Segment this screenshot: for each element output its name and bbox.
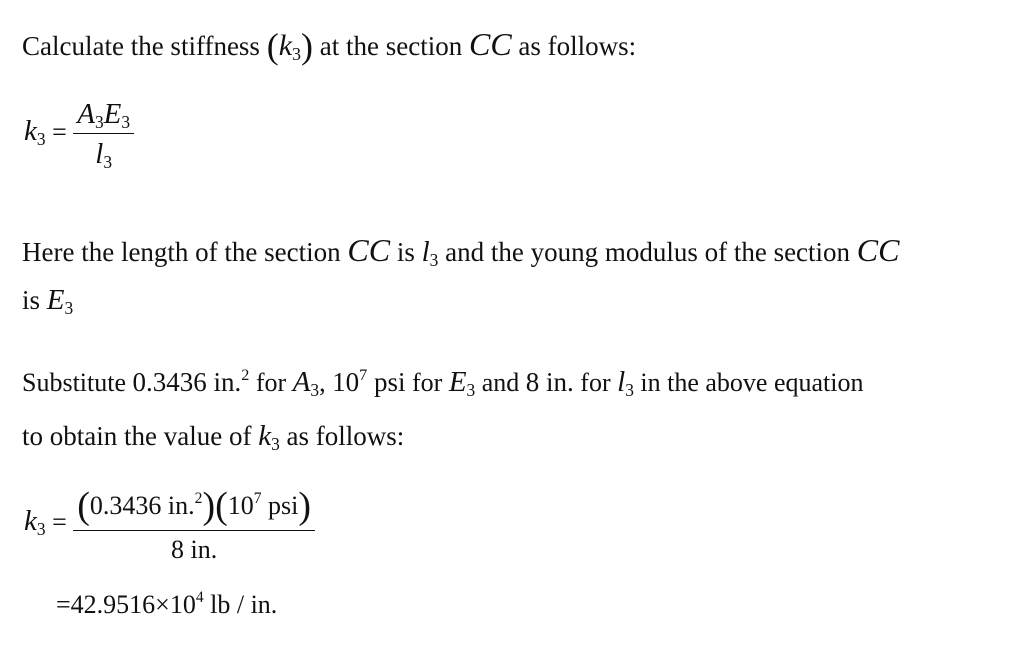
result-equals: = xyxy=(56,590,71,619)
calc-numerator: (0.3436 $in.^2)(10^7$ psi) xyxy=(73,484,315,531)
stiffness-formula xyxy=(24,98,134,171)
explanation-section1: CC xyxy=(347,232,391,268)
substitute-line2-prefix: to obtain the value of xyxy=(22,421,252,451)
calc-equals: = xyxy=(52,507,67,537)
explanation-line-2 xyxy=(22,284,73,316)
intro-suffix: as follows: xyxy=(518,31,637,61)
calculation-result xyxy=(56,590,277,620)
formula-denominator: $l_3$ xyxy=(95,138,113,172)
explanation-section2: CC xyxy=(856,232,900,268)
substitute-for1: for xyxy=(255,368,287,397)
result-unit: lb / in. xyxy=(210,590,278,619)
explanation-part2: and the young modulus of the section xyxy=(445,237,851,267)
length-symbol-2: $l_3$ xyxy=(617,366,634,400)
modulus-symbol: $E_3$ xyxy=(46,284,74,318)
formula-numerator: $A_3E_3$ xyxy=(73,98,134,134)
substitute-line2-suffix: as follows: xyxy=(286,421,405,451)
substitute-word: Substitute xyxy=(22,368,127,397)
intro-mid: at the section xyxy=(319,31,463,61)
length-value: 8 in. xyxy=(525,367,574,397)
intro-line xyxy=(22,26,637,66)
explanation-is1: is xyxy=(396,237,415,267)
length-symbol: $l_3$ xyxy=(421,236,439,270)
modulus-symbol-2: $E_3$ xyxy=(448,366,476,400)
result-value: $42.9516\times 10^4$ xyxy=(70,589,204,619)
calc-denominator: 8 in. xyxy=(171,535,218,564)
modulus-value: $10^7$ psi xyxy=(332,366,406,397)
formula-equals: = xyxy=(52,117,67,147)
substitute-for2: for xyxy=(411,368,443,397)
substitute-for3: for xyxy=(580,368,611,397)
calc-fraction xyxy=(73,484,315,565)
section-label: CC xyxy=(468,26,512,62)
calc-lhs: $k_3$ xyxy=(24,505,46,540)
formula-lhs: $k_3$ xyxy=(24,115,46,150)
formula-fraction xyxy=(73,98,134,171)
calculation-equation xyxy=(24,484,315,565)
substitute-line-1 xyxy=(22,366,864,399)
area-value: 0.3436 in.$^2$ xyxy=(132,366,250,397)
substitute-tail: in the above equation xyxy=(640,368,864,397)
substitute-and: and xyxy=(481,368,520,397)
area-symbol: $A_3$ xyxy=(292,366,320,400)
explanation-line-1 xyxy=(22,234,899,268)
explanation-is2: is xyxy=(22,285,41,315)
stiffness-symbol: $(k_3)$ xyxy=(266,26,314,66)
intro-prefix: Calculate the stiffness xyxy=(22,31,260,61)
substitute-comma: , xyxy=(319,368,326,397)
substitute-line-2 xyxy=(22,420,404,452)
explanation-part1: Here the length of the section xyxy=(22,237,341,267)
stiffness-symbol-2: $k_3$ xyxy=(258,420,280,454)
